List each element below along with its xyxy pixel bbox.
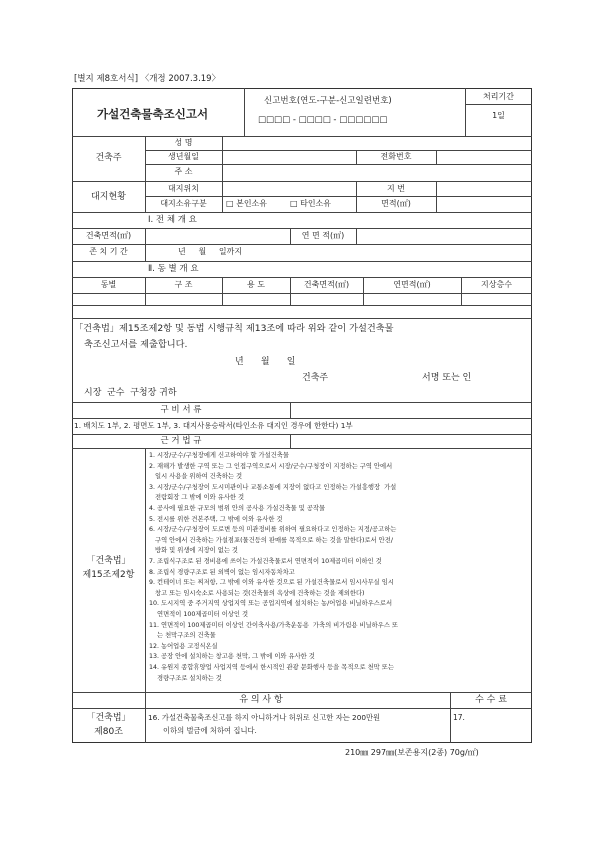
documents-title: 구 비 서 류 <box>160 405 202 415</box>
basis-item: 연면적이 100제곱미터 이상인 것 <box>149 611 249 618</box>
basis-item: 10. 도시지역 중 주거지역 상업지역 또는 공업지역에 설치하는 농/어업용 비닐하우스로서 <box>149 600 393 608</box>
rule <box>72 418 532 419</box>
rule <box>72 692 532 693</box>
notice-law: 「건축법」 <box>86 713 131 723</box>
rule <box>72 434 532 435</box>
basis-item: 3. 시장/군수/구청장이 도시미관이나 교통소통에 지장이 없다고 인정하는 가설흥행장 가설 <box>149 483 397 491</box>
basis-title: 근 거 법 규 <box>160 436 202 446</box>
rule <box>356 228 357 244</box>
processing-value: 1일 <box>492 111 505 120</box>
rule <box>145 150 532 151</box>
rule <box>145 228 146 261</box>
period-value: 년 월 일까지 <box>178 247 243 256</box>
paper-spec: 210㎜ 297㎜(보존용지(2종) 70g/㎡) <box>345 748 479 757</box>
declaration-date: 년 월 일 <box>235 357 296 367</box>
declaration-line2: 축조신고서를 제출합니다. <box>84 339 188 350</box>
own-other-checkbox[interactable]: □ 타인소유 <box>290 199 332 208</box>
form-number: [별지 제8호서식] 〈개정 2007.3.19〉 <box>74 74 221 84</box>
lot-label: 지 번 <box>387 184 405 193</box>
period-label: 존 치 기 간 <box>89 247 128 256</box>
rule <box>465 104 532 105</box>
address-label: 주 소 <box>174 167 193 176</box>
basis-item: 일시 사용을 위하여 건축하는 것 <box>149 473 243 481</box>
basis-item: 7. 조립식구조로 된 경비용에 쓰이는 가설건축물로서 연면적이 10제곱미터 이하인 것 <box>149 558 382 565</box>
basis-item: 2. 재해가 발생한 구역 또는 그 인접구역으로서 시장/군수/구청장이 지정하는 구역 안에서 <box>149 462 393 470</box>
rule <box>72 293 532 294</box>
basis-item: 1. 시장/군수/구청장에게 신고하여야 할 가설건축물 <box>149 452 289 459</box>
basis-item: 5. 전시를 위한 견본주택, 그 밖에 이와 유사한 것 <box>149 515 283 523</box>
applicant-section: 건축주 <box>95 153 122 163</box>
rule <box>72 318 532 319</box>
ownership-label: 대지소유구분 <box>160 199 207 208</box>
floor-area-label: 연 면 적(㎡) <box>301 231 345 240</box>
phone-label: 전화번호 <box>380 152 412 161</box>
fee-number: 17. <box>453 713 465 722</box>
col-floor-area: 연면적(㎡) <box>393 280 431 289</box>
declaration-owner: 건축주 <box>302 373 329 383</box>
rule <box>72 448 532 449</box>
basis-item: 13. 공장 안에 설치하는 창고용 천막, 그 밖에 이와 유사한 것 <box>149 653 315 661</box>
report-number-boxes[interactable]: □□□□ - □□□□ - □□□□□□ <box>258 115 388 125</box>
basis-item: 구역 안에서 건축하는 가설점포(물건등의 판매를 목적으로 하는 것을 말한다)로서 안전/ <box>149 536 393 544</box>
rule <box>72 181 532 182</box>
form-frame <box>72 88 532 743</box>
rule <box>290 434 291 448</box>
rule <box>72 228 532 229</box>
basis-item: 4. 공사에 필요한 규모의 범위 안의 공사용 가설건축물 및 공작물 <box>149 505 326 512</box>
notice-text1: 16. 가설건축물축조신고를 하지 아니하거나 허위로 신고한 자는 200만원 <box>148 713 381 722</box>
notice-text2: 이하의 벌금에 처하여 집니다. <box>163 726 257 735</box>
rule <box>72 305 532 306</box>
basis-item: 12. 농어업용 고정식온실 <box>149 642 218 650</box>
basis-item: 창고 또는 임시숙소로 사용되는 것(건축물의 옥상에 건축하는 것을 제외한다) <box>149 589 365 597</box>
notice-article: 제80조 <box>94 727 123 737</box>
rule <box>72 708 532 709</box>
addressee: 시장 군수 구청장 귀하 <box>84 388 177 398</box>
rule <box>436 150 437 164</box>
own-self-checkbox[interactable]: □ 본인소유 <box>226 199 268 208</box>
basis-item: 전람회장 그 밖에 이와 유사한 것 <box>149 494 245 502</box>
rule <box>145 164 532 165</box>
basis-item: 9. 컨테이너 또는 찌저항, 그 밖에 이와 유사한 것으로 된 가설건축물로서 임시사무실 임시 <box>149 579 394 587</box>
processing-label: 처리기간 <box>483 92 514 101</box>
basis-law: 「건축법」 <box>86 556 131 566</box>
col-building: 동별 <box>100 280 117 289</box>
basis-item: 경량구조로 설치하는 것 <box>149 674 222 682</box>
basis-item: 8. 조립식 경량구조로 된 외벽이 없는 임시자동차차고 <box>149 568 295 576</box>
col-structure: 구 조 <box>174 280 193 289</box>
name-label: 성 명 <box>174 138 193 147</box>
declaration-signature: 서명 또는 인 <box>422 373 472 383</box>
basis-item: 방화 및 위생에 지장이 없는 것 <box>149 547 239 555</box>
basis-item: 는 천막구조의 건축물 <box>149 632 216 640</box>
rule <box>72 136 532 137</box>
birth-label: 생년월일 <box>168 152 199 161</box>
basis-item: 6. 시장/군수/구청장이 도로변 등의 미관정비를 위하여 필요하다고 인정하는 지정/공고하는 <box>149 526 397 534</box>
location-label: 대지위치 <box>168 184 199 193</box>
rule <box>72 244 532 245</box>
rule <box>72 261 532 262</box>
rule <box>290 402 291 418</box>
fee-title: 수 수 료 <box>475 695 507 705</box>
basis-item: 14. 유원지 종합휴양업 사업지역 등에서 한시적인 관광 문화행사 등을 목적으로 천막 또는 <box>149 664 394 671</box>
rule <box>72 212 532 213</box>
basis-item: 11. 연면적이 100제곱미터 이상인 간이축사용/가축운동용 가축의 비가림용 비닐하우스 또 <box>149 621 398 629</box>
rule <box>145 196 532 197</box>
form-title: 가설건축물축조신고서 <box>97 107 209 121</box>
overview-title: Ⅰ. 전 체 개 요 <box>148 215 197 225</box>
declaration-line1: 「건축법」제15조제2항 및 동법 시행규칙 제13조에 따라 위와 같이 가설건축물 <box>74 323 394 334</box>
rule <box>72 277 532 278</box>
building-area-label: 건축면적(㎡) <box>85 231 132 240</box>
report-number-label: 신고번호(연도-구분-신고일련번호) <box>264 96 392 106</box>
rule <box>222 136 223 212</box>
col-use: 용 도 <box>247 280 265 289</box>
rule <box>436 181 437 212</box>
per-building-title: Ⅱ. 동 별 개 요 <box>148 264 199 274</box>
documents-text: 1. 배치도 1부, 2. 평면도 1부, 3. 대지사용승락서(타인소유 대지인 경우에 한한다) 1부 <box>74 421 353 430</box>
col-building-area: 건축면적(㎡) <box>303 280 350 289</box>
site-section: 대지현황 <box>91 192 126 202</box>
rule <box>244 88 245 136</box>
col-floors: 지상층수 <box>481 280 512 289</box>
rule <box>72 402 532 403</box>
notice-title: 유 의 사 항 <box>239 695 283 705</box>
basis-article: 제15조제2항 <box>82 570 135 580</box>
site-area-label: 면적(㎡) <box>381 199 411 208</box>
